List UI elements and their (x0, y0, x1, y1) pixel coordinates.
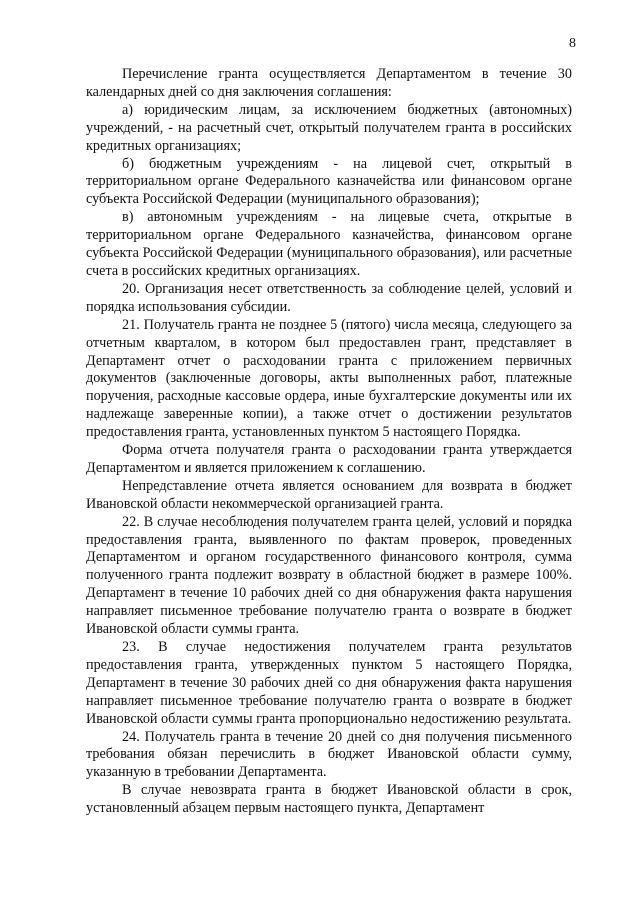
paragraph: 24. Получатель гранта в течение 20 дней со дня получения письменного требования обязан перечислить в бюджет Ивановской области сумму, указанную в требовании Департамента. (86, 728, 572, 781)
page-number: 8 (569, 36, 576, 51)
paragraph: а) юридическим лицам, за исключением бюджетных (автономных) учреждений, - на расчетный счет, открытый получателем гранта в российских кредитных организациях; (86, 101, 572, 154)
document-body (86, 66, 572, 818)
paragraph: 21. Получатель гранта не позднее 5 (пятого) числа месяца, следующего за отчетным кварталом, в котором был предоставлен грант, представляет в Департамент отчет о расходовании гранта с приложением первичных документов (заключенные договоры, акты выполненных работ, платежные поручения, расходные кассовые ордера, иные бухгалтерские документы или их надлежаще заверенные копии), а также отчет о достижении результатов предоставления гранта, установленных пунктом 5 настоящего Порядка. (86, 316, 572, 441)
paragraph: в) автономным учреждениям - на лицевые счета, открытые в территориальном органе Федерального казначейства, финансовом органе субъекта Российской Федерации (муниципального образования), или расчетные счета в российских кредитных организациях. (86, 209, 572, 279)
paragraph: б) бюджетным учреждениям - на лицевой счет, открытый в территориальном органе Федерального казначейства или финансовом органе субъекта Российской Федерации (муниципального образования); (86, 155, 572, 208)
paragraph: 20. Организация несет ответственность за соблюдение целей, условий и порядка использования субсидии. (86, 280, 572, 315)
paragraph: Форма отчета получателя гранта о расходовании гранта утверждается Департаментом и является приложением к соглашению. (86, 442, 572, 476)
paragraph: 22. В случае несоблюдения получателем гранта целей, условий и порядка предоставления гранта, выявленного по фактам проверок, проведенных Департаментом и органом государственного финансового контроля, сумма полученного гранта подлежит возврату в областной бюджет в размере 100%. Департамент в течение 10 рабочих дней со дня обнаружения факта нарушения направляет письменное требование получателю гранта о возврате в бюджет Ивановской области суммы гранта. (86, 513, 572, 638)
paragraph: В случае невозврата гранта в бюджет Ивановской области в срок, установленный абзацем первым настоящего пункта, Департамент (86, 782, 572, 817)
paragraph: Непредставление отчета является основанием для возврата в бюджет Ивановской области некоммерческой организацией гранта. (86, 477, 572, 512)
paragraph: Перечисление гранта осуществляется Департаментом в течение 30 календарных дней со дня заключения соглашения: (86, 66, 572, 100)
paragraph: 23. В случае недостижения получателем гранта результатов предоставления гранта, утвержденных пунктом 5 настоящего Порядка, Департамент в течение 30 рабочих дней со дня обнаружения факта нарушения направляет письменное требование получателю гранта о возврате в бюджет Ивановской области суммы гранта пропорционально недостижению результата. (86, 639, 572, 727)
